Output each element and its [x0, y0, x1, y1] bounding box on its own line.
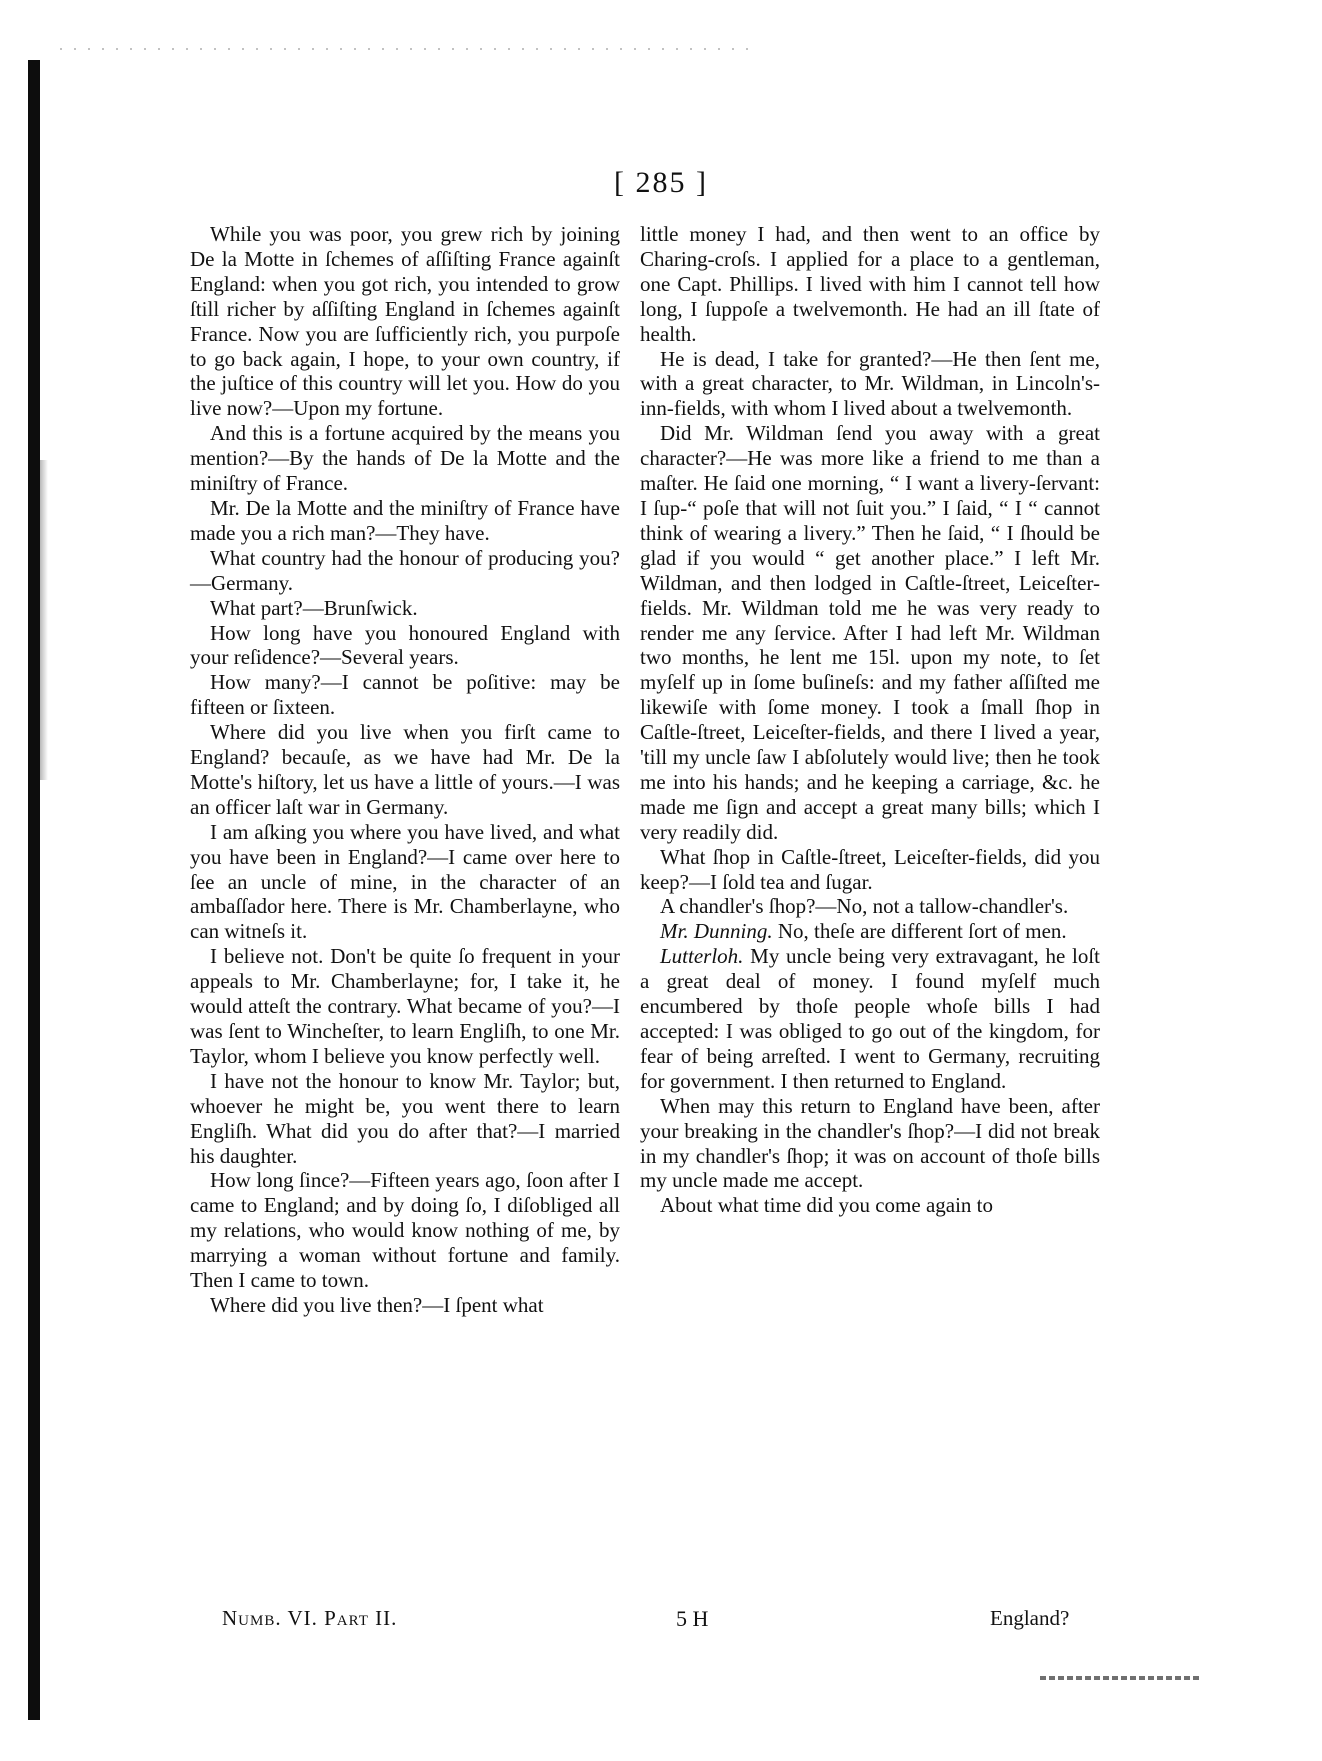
speaker-name: Lutterloh.: [660, 944, 744, 969]
sheet-mark: 5 H: [676, 1606, 709, 1631]
paragraph: He is dead, I take for granted?—He then ſent me, with a great character, to Mr. Wildman, in Lincoln's-inn-fields, with whom I lived about a twelvemonth.: [640, 346, 1100, 421]
paragraph: I have not the honour to know Mr. Taylor; but, whoever he might be, you went there to learn Engliſh. What did you do after that?—I married his daughter.: [190, 1068, 620, 1168]
catchword: England?: [990, 1606, 1070, 1630]
right-column: [640, 222, 1100, 1218]
paragraph: What part?—Brunſwick.: [210, 595, 418, 620]
paragraph: About what time did you come again to: [660, 1193, 994, 1218]
page-number: [ 285 ]: [614, 166, 708, 199]
paragraph: While you was poor, you grew rich by joining De la Motte in ſchemes of aſſiſting France againſt England: when you got rich, you intended to grow ſtill richer by aſſiſting England in ſchemes againſt France. Now you are ſufficiently rich, you purpoſe to go back again, I hope, to your own country, if the juſtice of this country will let you. How do you live now?—Upon my fortune.: [190, 222, 620, 421]
binding-shadow: [40, 460, 48, 780]
paragraph: [640, 944, 1100, 1093]
scan-speckles-bottom: [1040, 1676, 1200, 1680]
footer-signature: [222, 1606, 397, 1631]
speaker-name: Mr. Dunning.: [660, 919, 773, 944]
paragraph: And this is a fortune acquired by the means you mention?—By the hands of De la Motte and the miniſtry of France.: [190, 421, 620, 496]
paragraph: [640, 919, 1100, 944]
paragraph: How long have you honoured England with your reſidence?—Several years.: [190, 620, 620, 670]
scan-speckles-top: [60, 48, 760, 50]
binding-edge: [28, 60, 40, 1720]
speech-text: No, theſe are different ſort of men.: [772, 919, 1067, 944]
paragraph: What ſhop in Caſtle-ſtreet, Leiceſter-fields, did you keep?—I ſold tea and ſugar.: [640, 844, 1100, 894]
paragraph: Mr. De la Motte and the miniſtry of France have made you a rich man?—They have.: [190, 495, 620, 545]
paragraph: How many?—I cannot be poſitive: may be fifteen or ſixteen.: [190, 670, 620, 720]
paragraph: I believe not. Don't be quite ſo frequent in your appeals to Mr. Chamberlayne; for, I take it, he would atteſt the contrary. What became of you?—I was ſent to Wincheſter, to learn Engliſh, to one Mr. Taylor, whom I believe you know perfectly well.: [190, 944, 620, 1068]
paragraph: Did Mr. Wildman ſend you away with a great character?—He was more like a friend to me than a maſter. He ſaid one morning, “ I want a livery-ſervant: I ſup-“ poſe that will not ſuit you.” I ſaid, “ I “ cannot think of wearing a livery.” Then he ſaid, “ I ſhould be glad if you would “ get another place.” I left Mr. Wildman, and then lodged in Caſtle-ſtreet, Leiceſter-fields. Mr. Wildman told me he was very ready to render me any ſervice. After I had left Mr. Wildman two months, he lent me 15l. upon my note, to ſet myſelf up in ſome buſineſs: and my father aſſiſted me likewiſe with ſome money. I took a ſmall ſhop in Caſtle-ſtreet, Leiceſter-fields, and there I lived a year, 'till my uncle ſaw I abſolutely would live; then he took me into his hands; and he keeping a carriage, &c. he made me ſign and accept a great many bills; which I very readily did.: [640, 421, 1100, 844]
paragraph: A chandler's ſhop?—No, not a tallow-chandler's.: [660, 894, 1069, 919]
paragraph: little money I had, and then went to an office by Charing-croſs. I applied for a place to a gentleman, one Capt. Phillips. I lived with him I cannot tell how long, I ſuppoſe a twelvemonth. He had an ill ſtate of health.: [640, 222, 1100, 346]
paragraph: Where did you live when you firſt came to England? becauſe, as we have had Mr. De la Motte's hiſtory, let us have a little of yours.—I was an officer laſt war in Germany.: [190, 720, 620, 819]
paragraph: I am aſking you where you have lived, and what you have been in England?—I came over here to ſee an uncle of mine, in the character of an ambaſſador here. There is Mr. Chamberlayne, who can witneſs it.: [190, 819, 620, 944]
paragraph: Where did you live then?—I ſpent what: [210, 1292, 544, 1317]
paragraph: When may this return to England have been, after your breaking in the chandler's ſhop?—I did not break in my chandler's ſhop; it was on account of thoſe bills my uncle made me accept.: [640, 1093, 1100, 1193]
paragraph: How long ſince?—Fifteen years ago, ſoon after I came to England; and by doing ſo, I diſobliged all my relations, who would know nothing of me, by marrying a woman without fortune and family. Then I came to town.: [190, 1168, 620, 1293]
left-column: [190, 222, 620, 1318]
speech-text: My uncle being very extravagant, he loſt a great deal of money. I found myſelf much encumbered by thoſe people whoſe bills I had accepted: I was obliged to go out of the kingdom, for fear of being arreſted. I went to Germany, recruiting for government. I then returned to England.: [640, 944, 1100, 1093]
paragraph: What country had the honour of producing you?—Germany.: [190, 545, 620, 595]
signature-text: Numb. VI. Part II.: [222, 1606, 398, 1630]
